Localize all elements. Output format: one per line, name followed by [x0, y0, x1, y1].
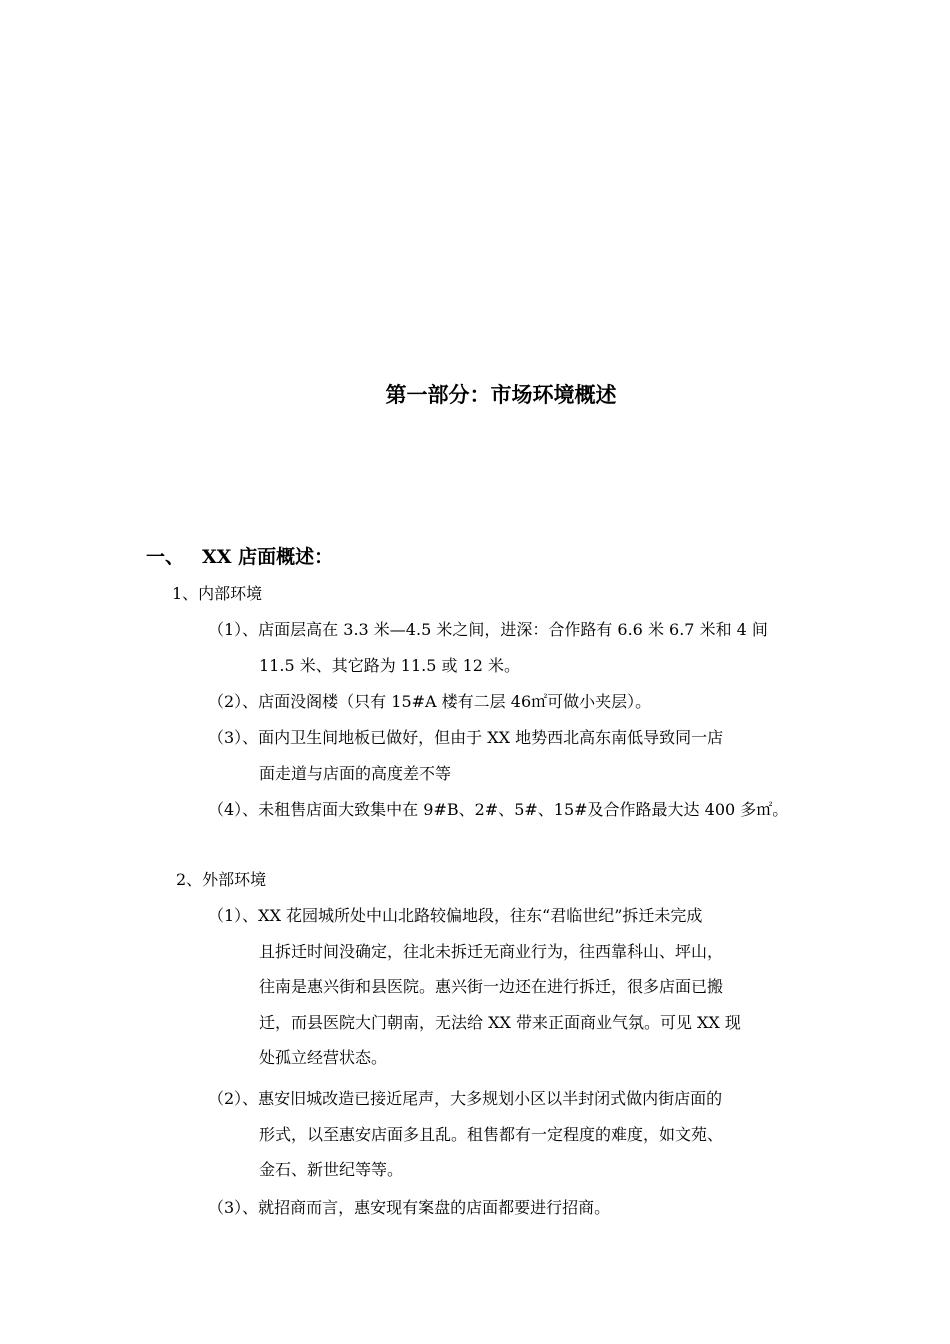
- list-item-line: 往南是惠兴街和县医院。惠兴街一边还在进行拆迁，很多店面已搬: [259, 977, 724, 996]
- list-item-line: （1）、XX 花园城所处中山北路较偏地段，往东“君临世纪”拆迁未完成: [208, 906, 703, 925]
- list-item: [208, 1190, 836, 1226]
- list-item-line: 处孤立经营状态。: [259, 1048, 388, 1067]
- list-item: [208, 720, 836, 791]
- list-item-line: 且拆迁时间没确定，往北未拆迁无商业行为，往西靠科山、坪山，: [259, 941, 724, 961]
- list-item: [208, 612, 836, 683]
- list-item-line: （2）、店面没阁楼（只有 15#A 楼有二层 46㎡可做小夹层）。: [208, 692, 652, 711]
- list-item-line: 金石、新世纪等等。: [259, 1160, 404, 1179]
- list-item-line: 11.5 米、其它路为 11.5 或 12 米。: [259, 655, 521, 675]
- section-number: 一、: [146, 546, 185, 568]
- list-item-line: 面走道与店面的高度差不等: [259, 763, 452, 783]
- part-title: 第一部分：市场环境概述: [385, 382, 617, 407]
- list-item-line: （4）、未租售店面大致集中在 9#B、2#、5#、15#及合作路最大达 400 多㎡。: [208, 800, 789, 819]
- list-item: [208, 792, 868, 828]
- list-item-line: （1）、店面层高在 3.3 米—4.5 米之间，进深：合作路有 6.6 米 6.7 米和 4 间: [208, 620, 768, 639]
- list-item: [208, 684, 836, 720]
- list-item: [208, 898, 836, 1076]
- section-heading: [146, 543, 333, 571]
- subsection-heading-external: 2、外部环境: [176, 870, 267, 889]
- list-item-line: （2）、惠安旧城改造已接近尾声，大多规划小区以半封闭式做内街店面的: [208, 1089, 723, 1108]
- section-title: XX 店面概述：: [202, 546, 334, 568]
- subsection-heading-internal: 1、内部环境: [172, 584, 263, 603]
- list-item: [208, 1081, 836, 1188]
- list-item-line: （3）、就招商而言，惠安现有案盘的店面都要进行招商。: [208, 1198, 611, 1217]
- list-item-line: 形式，以至惠安店面多且乱。租售都有一定程度的难度，如文苑、: [259, 1124, 724, 1144]
- list-item-line: 迁，而县医院大门朝南，无法给 XX 带来正面商业气氛。可见 XX 现: [259, 1012, 741, 1032]
- list-item-line: （3）、面内卫生间地板已做好，但由于 XX 地势西北高东南低导致同一店: [208, 728, 724, 747]
